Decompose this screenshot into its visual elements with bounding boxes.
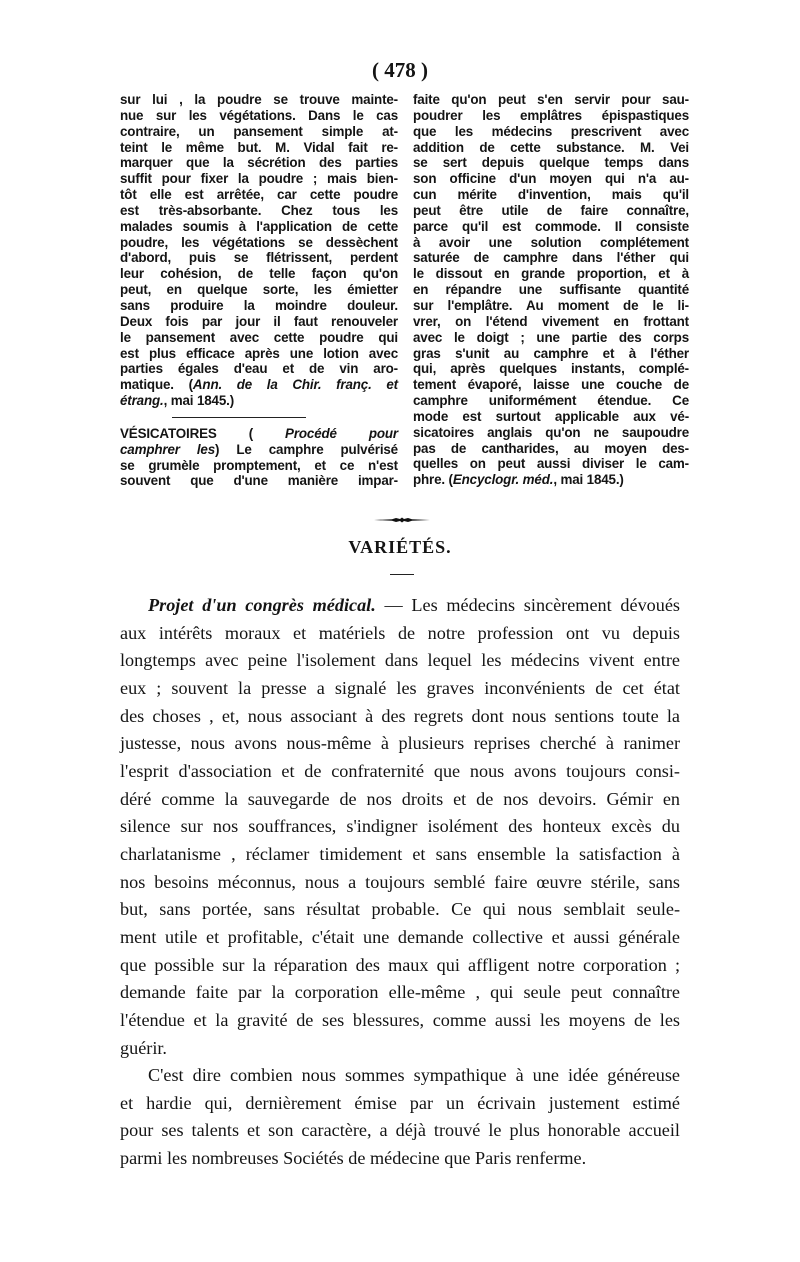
text-line: sur lui , la poudre se trouve mainte- xyxy=(120,92,398,107)
text-line: le pansement avec cette poudre qui xyxy=(120,329,398,345)
text-line: aux intérêts moraux et matériels de notre profession ont vu depuis xyxy=(120,622,680,643)
text-line: guérir. xyxy=(120,1037,167,1058)
text-line: pas de cantharides, au moyen des- xyxy=(413,440,689,456)
citation-line: matique. (Ann. de la Chir. franç. et xyxy=(120,377,398,393)
text-line: que possible sur la réparation des maux qui affligent notre corporation ; xyxy=(120,954,680,975)
text-line: des choses , et, nous associant à des regrets dont nous sentions toute la xyxy=(120,705,680,726)
text-line: cun mérite d'invention, mais qu'il xyxy=(413,187,689,203)
text-line: justesse, nous avons nous-même à plusieurs reprises cherché à ranimer xyxy=(120,733,680,754)
text-line: poudre, les végétations se dessèchent xyxy=(120,234,398,250)
left-column xyxy=(120,92,398,489)
text-line: l'étendue et la gravité de ses blessures, comme aussi les moyens de les xyxy=(120,1009,680,1030)
text-line: malades soumis à l'application de cette xyxy=(120,218,398,234)
text-line: quelles on peut aussi diviser le cam- xyxy=(413,456,689,472)
text-line: se sert depuis quelque temps dans xyxy=(413,155,689,171)
text-line: nos besoins méconnus, nous a toujours semblé faire œuvre stérile, sans xyxy=(120,871,680,892)
text-line: se grumèle promptement, et ce n'est xyxy=(120,457,398,473)
text-line: souvent que d'une manière impar- xyxy=(120,473,398,489)
text-line: C'est dire combien nous sommes sympathique à une idée généreuse xyxy=(148,1065,680,1086)
text-line: peut être utile de faire connaître, xyxy=(413,202,689,218)
text-line: contraire, un pansement simple at- xyxy=(120,123,398,139)
citation-line: phre. (Encyclogr. méd., mai 1845.) xyxy=(413,472,624,488)
citation-journal: Encyclogr. méd. xyxy=(452,472,554,488)
text-line: camphre uniformément étendue. Ce xyxy=(413,393,689,409)
text-line: qui, après quelques instants, complé- xyxy=(413,361,689,377)
text-line: charlatanisme , réclamer timidement et sans ensemble la satisfaction à xyxy=(120,843,680,864)
text-line: camphrer les) Le camphre pulvérisé xyxy=(120,441,398,457)
text-line: l'esprit d'association et de confraternité que nous avons toujours consi- xyxy=(120,760,680,781)
text-line: demande faite par la corporation elle-même , qui seule peut connaître xyxy=(120,982,680,1003)
text-line: Deux fois par jour il faut renouveler xyxy=(120,313,398,329)
text-line: son officine d'un moyen qui n'a au- xyxy=(413,171,689,187)
text-line: le dissout en grande proportion, et à xyxy=(413,266,689,282)
text-line: sans produire la moindre douleur. xyxy=(120,297,398,313)
text-line: tement évaporé, laisse une couche de xyxy=(413,377,689,393)
text-line: marquer que la sécrétion des parties xyxy=(120,155,398,171)
text-line: que les médecins prescrivent avec xyxy=(413,123,689,139)
article-title: Projet d'un congrès médical. xyxy=(148,595,376,615)
text-line: but, sans portée, sans résultat probable. Ce qui nous semblait seule- xyxy=(120,899,680,920)
text-line: est très-absorbante. Chez tous les xyxy=(120,202,398,218)
right-column xyxy=(413,92,689,488)
text-line: faite qu'on peut s'en servir pour sau- xyxy=(413,92,689,107)
article-lead-line: Projet d'un congrès médical. — Les médecins sincèrement dévoués xyxy=(148,595,681,615)
text-line: parce qu'il est commode. Il consiste xyxy=(413,218,689,234)
text-line: gras s'unit au camphre et à l'éther xyxy=(413,345,689,361)
text-line: ment utile et profitable, c'était une demande collective et aussi générale xyxy=(120,926,680,947)
title-rule xyxy=(390,574,414,575)
text-line: eux ; souvent la presse a signalé les graves inconvénients de cet état xyxy=(120,677,680,698)
text-line: en répandre une suffisante quantité xyxy=(413,282,689,298)
page-number: ( 478 ) xyxy=(372,58,428,82)
text-line: vrer, on l'étend vivement en frottant xyxy=(413,313,689,329)
text-line: sicatoires anglais qu'on ne saupoudre xyxy=(413,424,689,440)
text-line: parmi les nombreuses Sociétés de médecine que Paris renferme. xyxy=(120,1148,587,1169)
text-line: tôt elle est arrêtée, car cette poudre xyxy=(120,187,398,203)
citation-line: étrang., mai 1845.) xyxy=(120,393,235,409)
text-line: pour ses talents et son caractère, a déjà trouvé le plus honorable accueil xyxy=(120,1120,680,1141)
text-line: mode est surtout applicable aux vé- xyxy=(413,408,689,424)
text-line: et hardie qui, dernièrement émise par un écrivain justement estimé xyxy=(120,1092,680,1113)
text-line: parties égales d'eau et de vin aro- xyxy=(120,361,398,377)
text-line: longtemps avec peine l'isolement dans lequel les médecins vivent entre xyxy=(120,650,680,671)
text-line: peut, en quelque sorte, les émietter xyxy=(120,282,398,298)
text-line: teint le même but. M. Vidal fait re- xyxy=(120,139,398,155)
text-line: leur cohésion, de telle façon qu'on xyxy=(120,266,398,282)
text-line: d'abord, puis se flétrissent, perdent xyxy=(120,250,398,266)
text-line: à avoir une solution complétement xyxy=(413,234,689,250)
citation-journal: Ann. de la Chir. franç. et xyxy=(192,377,398,393)
text-line: nue sur les végétations. Dans le cas xyxy=(120,107,398,123)
text-line: addition de cette substance. M. Vei xyxy=(413,139,689,155)
ornament-divider xyxy=(372,515,432,525)
text-line: saturée de camphre dans l'éther qui xyxy=(413,250,689,266)
article-body xyxy=(120,592,680,1173)
text-line: poudrer les emplâtres épispastiques xyxy=(413,107,689,123)
text-line: déré comme la sauvegarde de nos droits et de nos devoirs. Gémir en xyxy=(120,788,680,809)
vesicatoires-heading: VÉSICATOIRES xyxy=(120,425,217,441)
section-title: VARIÉTÉS. xyxy=(348,537,452,557)
section-divider xyxy=(120,409,398,426)
text-line: sur l'emplâtre. Au moment de le li- xyxy=(413,297,689,313)
text-line: est plus efficace après une lotion avec xyxy=(120,345,398,361)
text-line: silence sur nos souffrances, s'indigner isolément des honteux excès du xyxy=(120,816,680,837)
text-line: suffit pour fixer la poudre ; mais bien- xyxy=(120,171,398,187)
text-line: avec le doigt ; une partie des corps xyxy=(413,329,689,345)
vesicatoires-heading-line: VÉSICATOIRES ( Procédé pour xyxy=(120,425,398,441)
